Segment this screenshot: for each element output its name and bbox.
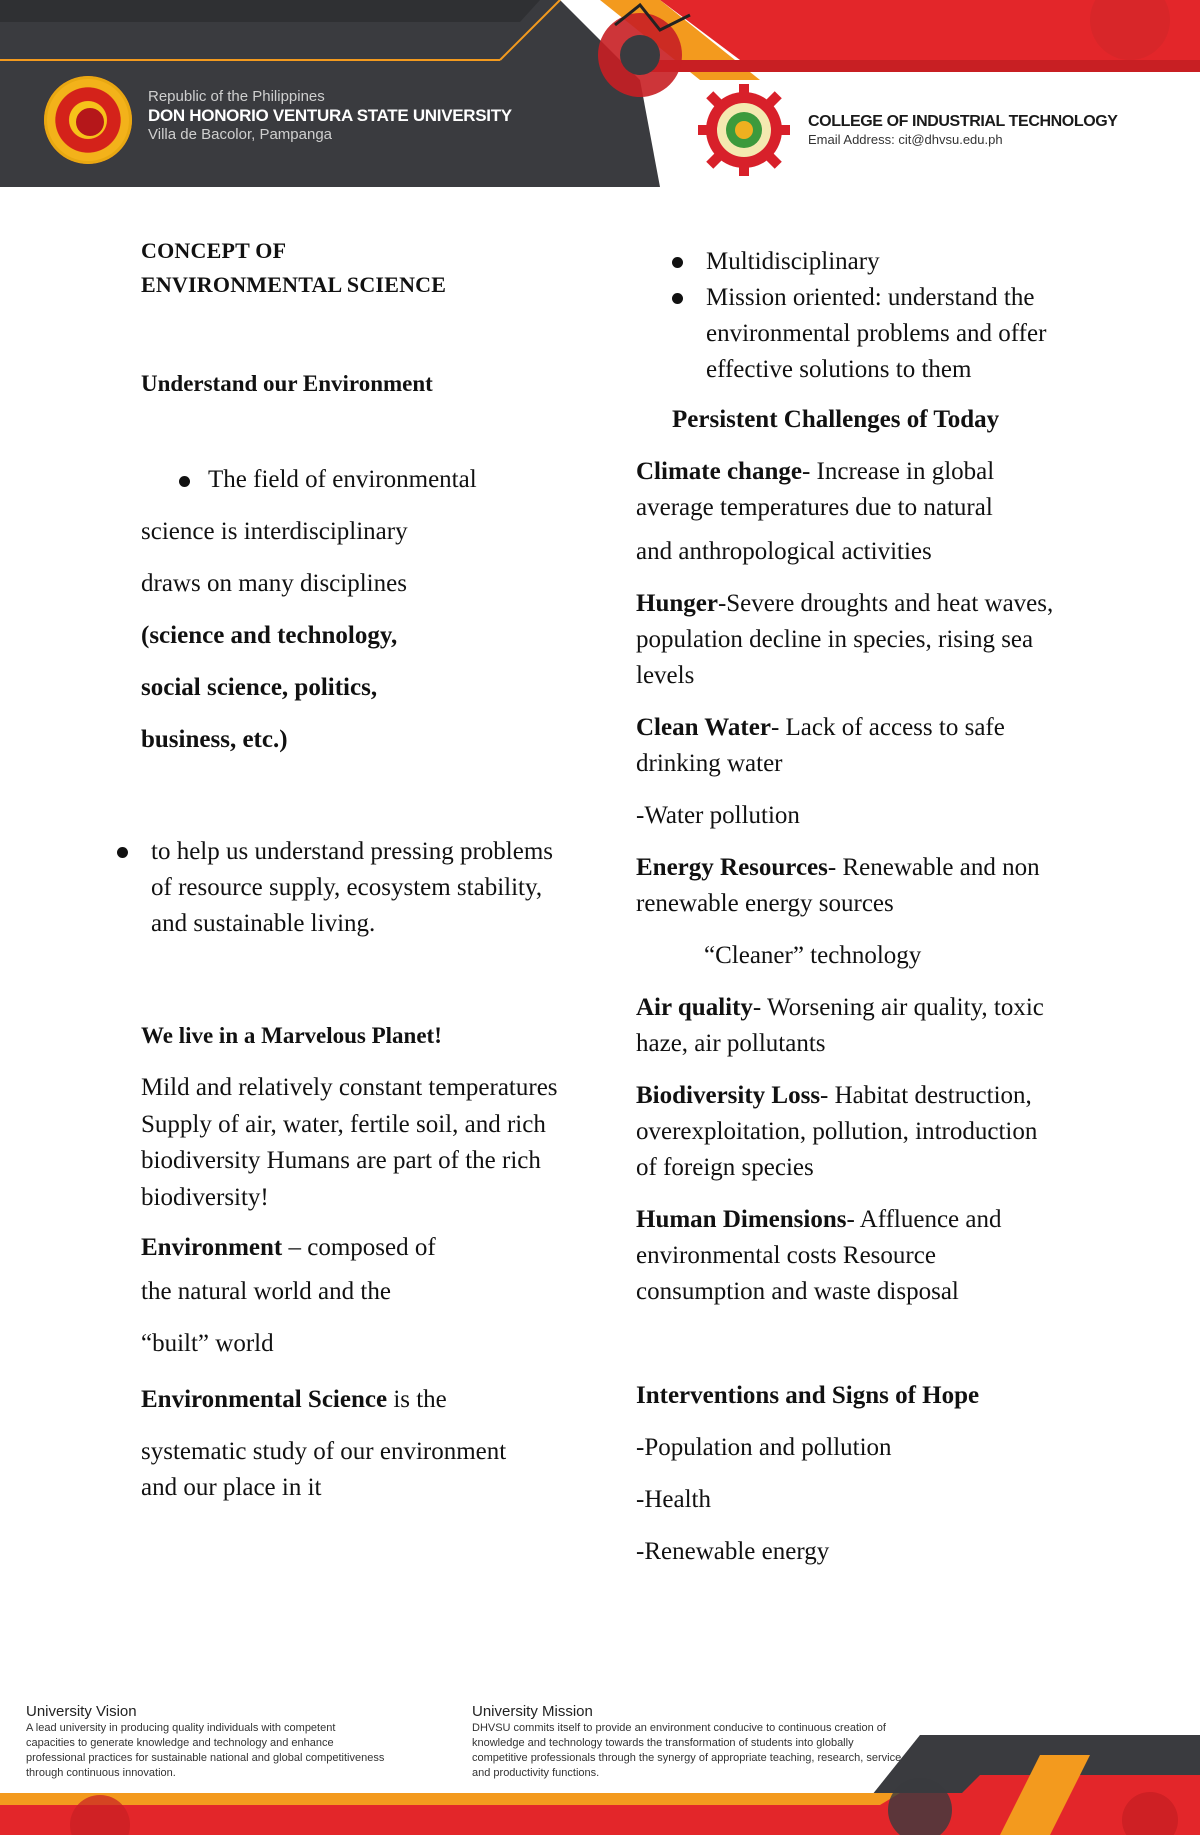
bullet-understand-problems: to help us understand pressing problems of resource supply, ecosystem stability, and sustainable living. — [117, 834, 571, 942]
challenge-air-quality: Air quality- Worsening air quality, toxic haze, air pollutants — [636, 994, 1044, 1057]
university-identity — [44, 76, 644, 156]
vision-title: University Vision — [26, 1703, 137, 1720]
planet-description: Mild and relatively constant temperatures Supply of air, water, fertile soil, and rich biodiversity Humans are part of the rich biodiversity! — [141, 1074, 558, 1211]
bullet-interdisciplinary: The field of environmental science is interdisciplinary draws on many disciplines (science and technology, social science, politics, business, etc.) — [141, 466, 477, 753]
bullet-dot-icon — [672, 257, 683, 268]
section-persistent-challenges: Persistent Challenges of Today — [672, 406, 1000, 433]
hope-item: -Health — [636, 1486, 711, 1513]
section-understand-environment: Understand our Environment — [141, 371, 433, 396]
page-header — [0, 0, 1200, 187]
environmental-science-definition: Environmental Science is the — [141, 1386, 447, 1413]
college-gear-seal-icon — [698, 84, 790, 176]
challenge-human-dimensions: Human Dimensions- Affluence and environmental costs Resource consumption and waste disposal — [636, 1206, 1002, 1305]
republic-label: Republic of the Philippines — [148, 88, 325, 105]
section-marvelous-planet: We live in a Marvelous Planet! — [141, 1023, 442, 1048]
doc-title-line1: CONCEPT OF — [141, 238, 287, 263]
bullet-dot-icon — [672, 293, 683, 304]
mission-title: University Mission — [472, 1703, 593, 1720]
right-column: Multidisciplinary Mission oriented: understand the environmental problems and offer effective solutions to them Persistent Challenges of Today Climate change- Increase in global average temperatures due to natural and anthropological activities Hunger-Severe droughts and heat waves, population decline in species, rising sea levels Clean Water- Lack of access to safe drinking water -Water pollution Energy Resources- Renewable and non renewable energy sources “Cleaner” technology Air quality- Worsening air quality, toxic haze, air pollutants Biodiversity Loss- Habitat destruction, overexploitation, pollution, introduction of foreign species Human Dimensions- Affluence and environmental costs Resource consumption and waste disposal Interventions and Signs of Hope -Population and pollution -Health -Renewable energy — [636, 244, 1076, 1570]
university-seal-icon — [44, 76, 132, 164]
challenge-energy-resources: Energy Resources- Renewable and non renewable energy sources — [636, 854, 1040, 917]
bullet-multidisciplinary: Multidisciplinary — [672, 244, 1076, 280]
mission-text: DHVSU commits itself to provide an environment conducive to continuous creation of knowledge and technology towards the transformation of students into globally competitive professionals through the synergy of appropriate teaching, research, service and productivity functions. — [472, 1722, 902, 1779]
environment-definition: Environment – composed of — [141, 1234, 436, 1261]
vision-text: A lead university in producing quality individuals with competent capacities to generate knowledge and technology and enhance professional practices for sustainable national and global competitiveness through continuous innovation. — [26, 1722, 385, 1779]
hope-item: -Population and pollution — [636, 1434, 892, 1461]
university-name: DON HONORIO VENTURA STATE UNIVERSITY — [148, 106, 512, 125]
college-email: Email Address: cit@dhvsu.edu.ph — [808, 132, 1003, 147]
challenge-clean-water: Clean Water- Lack of access to safe drinking water — [636, 714, 1005, 777]
university-location: Villa de Bacolor, Pampanga — [148, 126, 333, 143]
bullet-dot-icon — [117, 847, 128, 858]
doc-title-line2: ENVIRONMENTAL SCIENCE — [141, 272, 447, 297]
challenge-climate-change: Climate change- Increase in global average temperatures due to natural — [636, 458, 995, 521]
section-interventions-hope: Interventions and Signs of Hope — [636, 1382, 980, 1409]
bullet-dot-icon — [179, 476, 190, 487]
bullet-mission-oriented: Mission oriented: understand the environmental problems and offer effective solutions to them — [672, 280, 1086, 388]
challenge-biodiversity-loss: Biodiversity Loss- Habitat destruction, overexploitation, pollution, introduction of foreign species — [636, 1082, 1038, 1181]
college-identity — [698, 84, 1198, 180]
challenge-hunger: Hunger-Severe droughts and heat waves, population decline in species, rising sea levels — [636, 590, 1054, 689]
footer-banner — [0, 1735, 1200, 1835]
college-name: COLLEGE OF INDUSTRIAL TECHNOLOGY — [808, 113, 1118, 130]
left-column: CONCEPT OF ENVIRONMENTAL SCIENCE Understand our Environment The field of environmental science is interdisciplinary draws on many disciplines (science and technology, social science, politics, business, etc.) to help us understand pressing problems of resource supply, ecosystem stability, and sustainable living. We live in a Marvelous Planet! Mild and relatively constant temperatures Supply of air, water, fertile soil, and rich biodiversity Humans are part of the rich biodiversity! Environment – composed of the natural world and the “built” world Environmental Science is the systematic study of our environment and our place in it — [141, 234, 561, 1506]
hope-item: -Renewable energy — [636, 1538, 830, 1565]
